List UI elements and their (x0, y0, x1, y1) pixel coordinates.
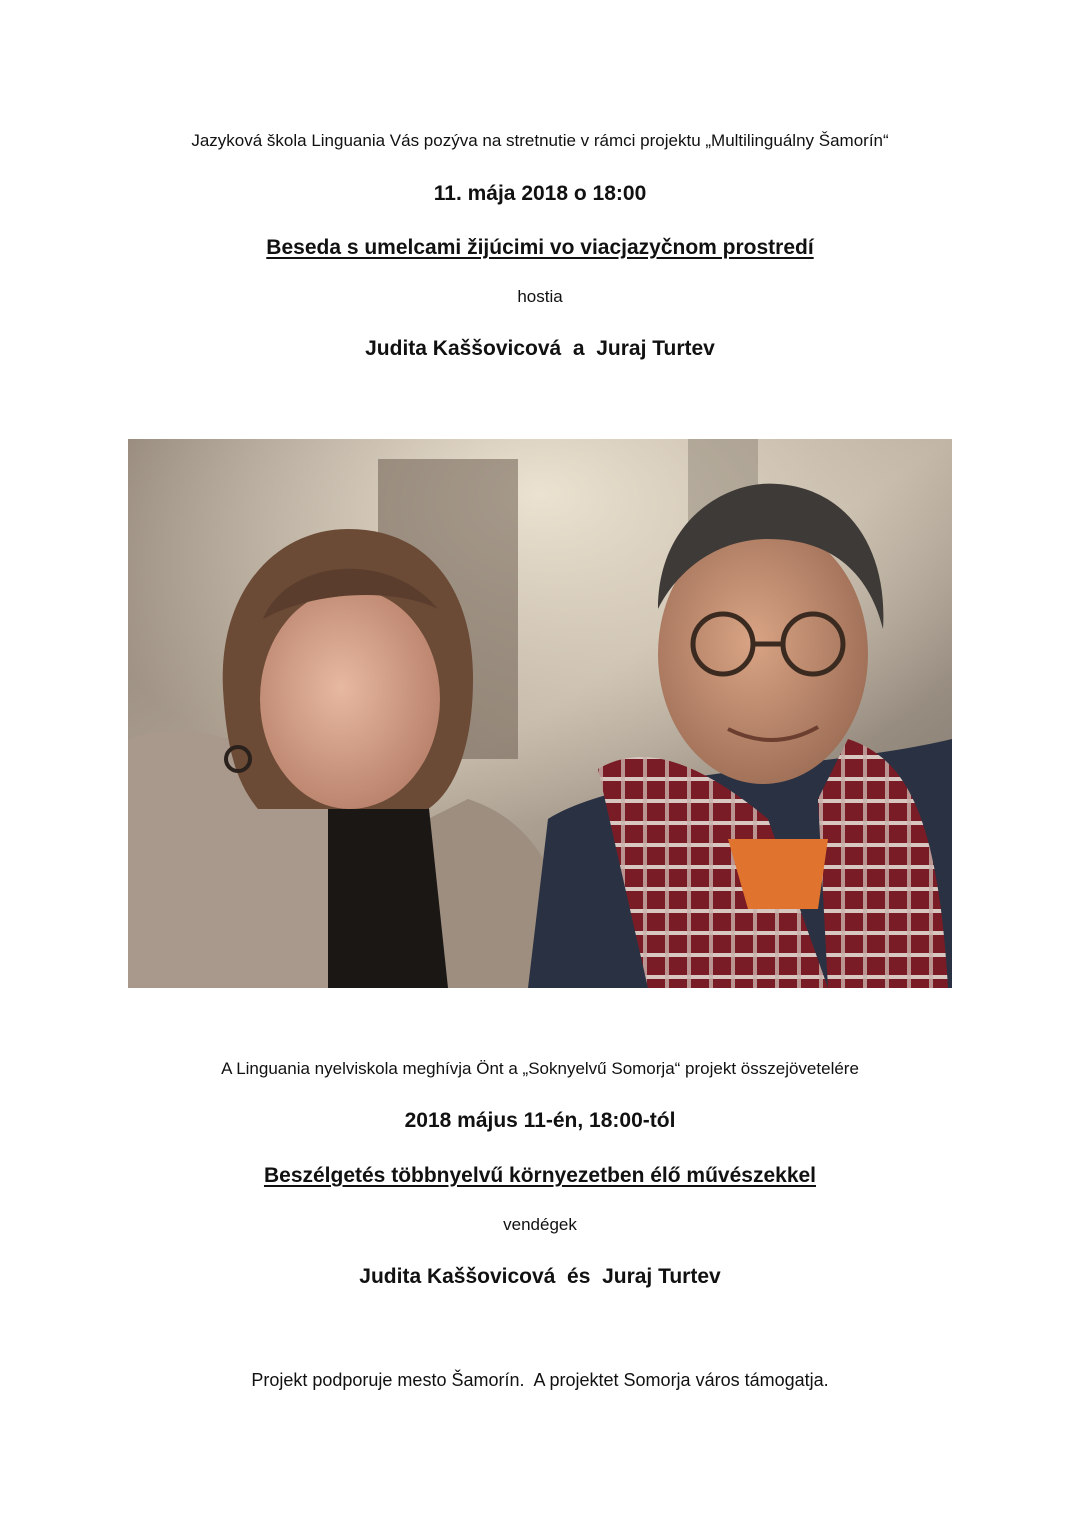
support-footer: Projekt podporuje mesto Šamorín. A projektet Somorja város támogatja. (251, 1370, 829, 1390)
slovak-guests: Judita Kaššovicová a Juraj Turtev (365, 337, 715, 360)
hungarian-guests: Judita Kaššovicová és Juraj Turtev (359, 1265, 721, 1288)
hungarian-date: 2018 május 11-én, 18:00-tól (404, 1109, 676, 1132)
slovak-date: 11. mája 2018 o 18:00 (433, 182, 647, 205)
hungarian-invitation: A Linguania nyelviskola meghívja Önt a „Soknyelvű Somorja“ projekt összejövetelére (221, 1059, 859, 1078)
slovak-invitation: Jazyková škola Linguania Vás pozýva na stretnutie v rámci projektu „Multilinguálny Šamorín“ (191, 131, 889, 150)
slovak-guests-label: hostia (517, 287, 563, 306)
hungarian-topic: Beszélgetés többnyelvű környezetben élő művészekkel (263, 1164, 817, 1187)
guests-photo (128, 439, 952, 988)
hungarian-guests-label: vendégek (503, 1215, 577, 1234)
slovak-topic: Beseda s umelcami žijúcimi vo viacjazyčnom prostredí (266, 236, 814, 259)
